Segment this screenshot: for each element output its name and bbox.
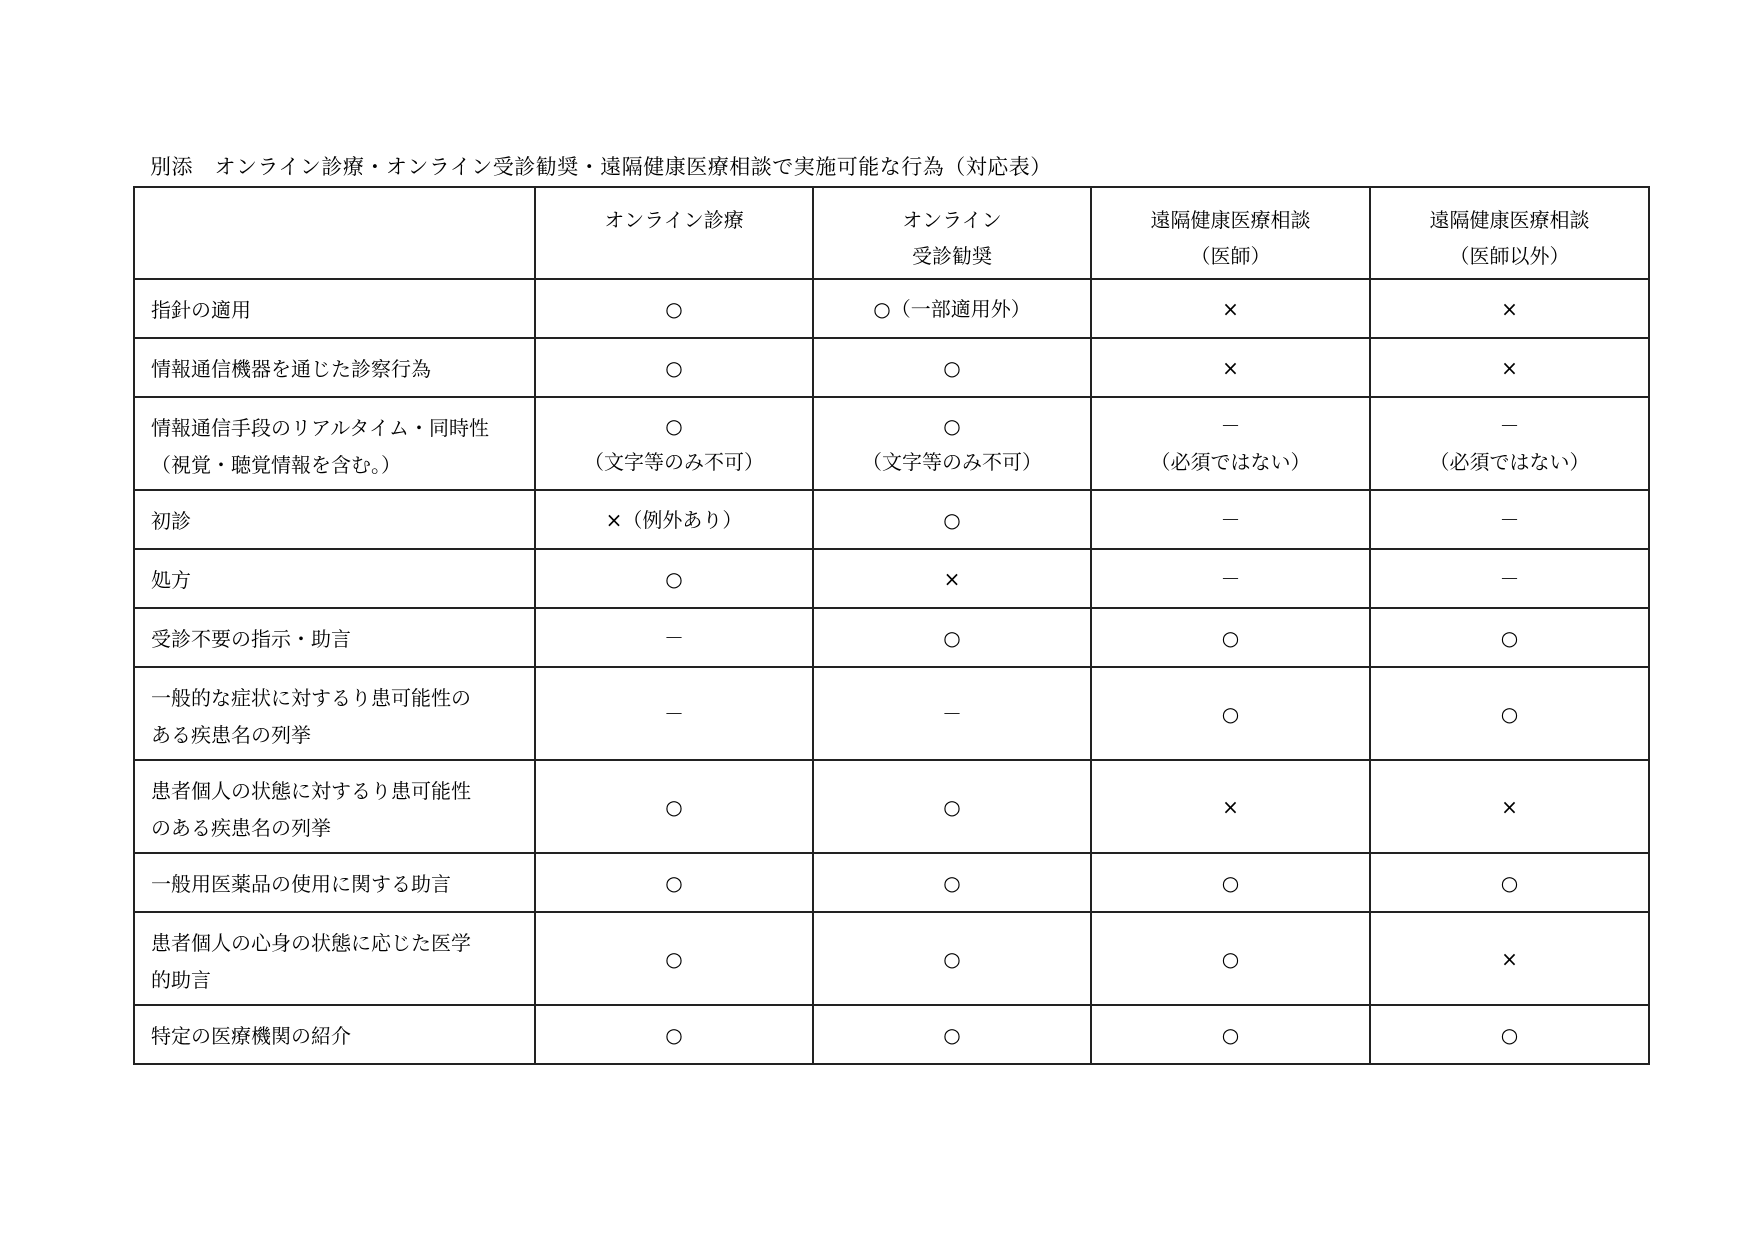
value-cell [535,490,813,549]
value-cell [813,760,1091,853]
value-cell [1370,912,1649,1005]
value-cell [535,760,813,853]
value-line: ○ [665,1022,683,1047]
value-cell [1370,397,1649,490]
value-cell [1091,667,1370,760]
row-label-line: 処方 [151,568,191,592]
value-line: － [1499,413,1520,438]
value-line: × [1222,296,1239,321]
table-row [134,760,1649,853]
value-cell [1370,608,1649,667]
value-cell [1091,397,1370,490]
value-cell [1091,760,1370,853]
value-cell [535,1005,813,1064]
value-line: ○ [1500,870,1519,895]
value-line: ○ [943,625,961,650]
header-line: 受診勧奨 [912,244,992,268]
row-label-cell [134,338,535,397]
table-row [134,608,1649,667]
header-line: オンライン診療 [604,208,744,232]
value-line: （必須ではない） [1429,449,1590,474]
row-label-line: ある疾患名の列挙 [151,723,311,747]
value-line: （文字等のみ不可） [584,449,764,474]
value-line: × [1501,355,1518,380]
value-line: ○ [1221,870,1240,895]
value-cell [1370,338,1649,397]
header-line: 遠隔健康医療相談 [1429,208,1590,232]
value-line: － [1499,566,1520,591]
value-line: － [664,701,684,726]
row-label-cell [134,760,535,853]
value-line: － [664,625,684,650]
header-online-consultation [535,187,813,279]
row-label-cell [134,279,535,338]
value-cell [1091,279,1370,338]
row-label-line: （視覚・聴覚情報を含む。） [151,453,401,477]
value-line: （必須ではない） [1150,449,1311,474]
header-row [134,187,1649,279]
value-line: ○ [943,507,961,532]
row-label-line: 情報通信手段のリアルタイム・同時性 [151,416,489,440]
row-label-line: 受診不要の指示・助言 [151,627,351,651]
table-row [134,549,1649,608]
value-cell [813,1005,1091,1064]
row-label-line: 一般的な症状に対するり患可能性の [151,686,471,710]
value-cell [1091,490,1370,549]
value-line: ○ [943,1022,961,1047]
table-row [134,490,1649,549]
comparison-table [133,186,1650,1065]
value-line: ○ [665,870,683,895]
value-line: × [1501,296,1518,321]
value-cell [535,397,813,490]
table-body [134,279,1649,1064]
value-cell [1370,279,1649,338]
value-cell [813,490,1091,549]
value-line: ○ [943,355,961,380]
value-cell [1091,608,1370,667]
value-line: × [1501,794,1518,819]
value-line: － [1220,566,1241,591]
value-line: － [942,701,962,726]
header-corner-cell [134,187,535,279]
value-cell [535,853,813,912]
row-label-line: 情報通信機器を通じた診察行為 [151,357,431,381]
value-line: （文字等のみ不可） [862,449,1042,474]
row-label-line: 一般用医薬品の使用に関する助言 [151,872,451,896]
value-line: ○ [943,870,961,895]
value-line: － [1499,507,1520,532]
value-line: × [1222,794,1239,819]
value-line: ○ [943,794,961,819]
value-cell [1091,549,1370,608]
value-cell [813,338,1091,397]
value-line: ○ [1221,1022,1240,1047]
value-cell [813,549,1091,608]
value-cell [1370,490,1649,549]
value-line: ○ [665,296,683,321]
value-cell [1091,853,1370,912]
table-row [134,667,1649,760]
value-line: × [1501,946,1518,971]
row-label-line: 特定の医療機関の紹介 [151,1024,351,1048]
value-cell [813,853,1091,912]
table-row [134,397,1649,490]
value-line: ○（一部適用外） [873,296,1031,321]
value-line: ○ [665,413,683,438]
row-label-cell [134,912,535,1005]
table-row [134,1005,1649,1064]
row-label-line: 初診 [151,509,191,533]
value-line: ○ [943,413,961,438]
value-line: ○ [1221,946,1240,971]
value-line: － [1220,507,1241,532]
header-line: オンライン [902,208,1002,232]
value-line: ○ [1500,625,1519,650]
table-row [134,279,1649,338]
value-cell [535,608,813,667]
table-row [134,338,1649,397]
row-label-cell [134,667,535,760]
value-line: ○ [1500,1022,1519,1047]
value-cell [1091,1005,1370,1064]
row-label-line: 指針の適用 [151,298,251,322]
row-label-cell [134,608,535,667]
value-line: ○ [665,566,683,591]
row-label-line: 的助言 [151,968,211,992]
value-line: ○ [1500,701,1519,726]
value-cell [1091,338,1370,397]
row-label-cell [134,853,535,912]
header-line: （医師） [1190,244,1271,268]
value-cell [813,667,1091,760]
value-cell [813,608,1091,667]
value-cell [1370,549,1649,608]
value-line: ○ [943,946,961,971]
value-cell [535,549,813,608]
value-line: ○ [665,946,683,971]
header-online-recommendation [813,187,1091,279]
row-label-line: 患者個人の心身の状態に応じた医学 [151,931,471,955]
value-line: － [1220,413,1241,438]
value-cell [1091,912,1370,1005]
table-row [134,853,1649,912]
row-label-cell [134,397,535,490]
row-label-cell [134,490,535,549]
row-label-cell [134,549,535,608]
header-remote-consult-doctor [1091,187,1370,279]
value-line: × [1222,355,1239,380]
header-line: （医師以外） [1449,244,1570,268]
value-cell [1370,667,1649,760]
value-line: ○ [665,794,683,819]
header-line: 遠隔健康医療相談 [1150,208,1311,232]
value-cell [1370,853,1649,912]
value-cell [813,397,1091,490]
table-row [134,912,1649,1005]
page-title: 別添 オンライン診療・オンライン受診勧奨・遠隔健康医療相談で実施可能な行為（対応表） [150,155,1052,179]
row-label-line: 患者個人の状態に対するり患可能性 [151,779,471,803]
row-label-cell [134,1005,535,1064]
value-cell [535,279,813,338]
value-cell [535,667,813,760]
value-line: ○ [1221,625,1240,650]
value-cell [1370,1005,1649,1064]
value-line: ×（例外あり） [605,507,743,532]
row-label-line: のある疾患名の列挙 [151,816,331,840]
value-line: ○ [665,355,683,380]
value-line: ○ [1221,701,1240,726]
value-cell [535,338,813,397]
value-cell [813,912,1091,1005]
value-cell [813,279,1091,338]
value-cell [1370,760,1649,853]
value-line: × [943,566,961,591]
value-cell [535,912,813,1005]
header-remote-consult-non-doctor [1370,187,1649,279]
